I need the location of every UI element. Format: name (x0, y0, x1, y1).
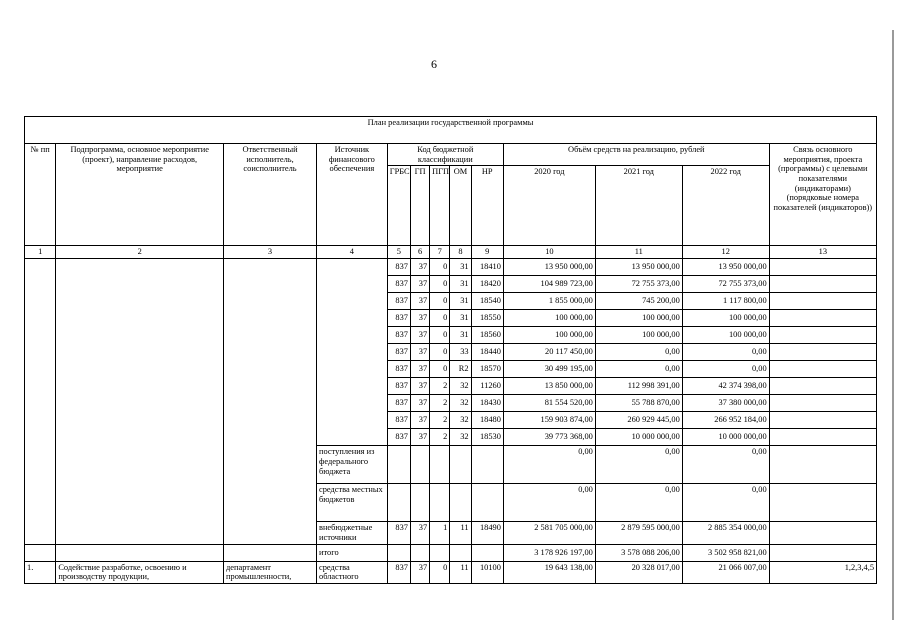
group-responsible-cell (224, 544, 317, 561)
code-om: 31 (450, 259, 471, 276)
code-grbs (387, 484, 410, 522)
link-cell (769, 361, 876, 378)
amount-y2020: 0,00 (503, 446, 595, 484)
amount-y2020: 104 989 723,00 (503, 276, 595, 293)
amount-y2020: 100 000,00 (503, 327, 595, 344)
amount-y2022: 13 950 000,00 (682, 259, 769, 276)
amount-y2021: 2 879 595 000,00 (595, 522, 682, 544)
amount-y2020: 39 773 368,00 (503, 429, 595, 446)
code-np: 18530 (471, 429, 503, 446)
amount-y2021: 55 788 870,00 (595, 395, 682, 412)
program-plan-table (24, 116, 877, 584)
code-grbs: 837 (387, 310, 410, 327)
column-numbers-row (25, 246, 877, 259)
amount-y2022: 72 755 373,00 (682, 276, 769, 293)
header-np: НР (471, 166, 503, 246)
code-om: 31 (450, 327, 471, 344)
total-y2021: 3 578 088 206,00 (595, 544, 682, 561)
header-year-2021: 2021 год (595, 166, 682, 246)
link-cell (769, 327, 876, 344)
code-pgp (430, 446, 450, 484)
table-title: План реализации государственной программы (25, 117, 877, 144)
link-cell (769, 522, 876, 544)
link-cell (769, 429, 876, 446)
code-pgp: 1 (430, 522, 450, 544)
code-np: 18420 (471, 276, 503, 293)
code-grbs: 837 (387, 259, 410, 276)
link-cell (769, 293, 876, 310)
code-om: 33 (450, 344, 471, 361)
amount-y2020: 20 117 450,00 (503, 344, 595, 361)
source-label: внебюджетные источники (317, 522, 388, 544)
code-gp: 37 (410, 522, 429, 544)
amount-y2022: 266 952 184,00 (682, 412, 769, 429)
col-number: 5 (387, 246, 410, 259)
code-np: 18410 (471, 259, 503, 276)
code-gp (410, 446, 429, 484)
amount-y2021: 0,00 (595, 484, 682, 522)
amount-y2022: 21 066 007,00 (682, 561, 769, 583)
total-label: итого (317, 544, 388, 561)
amount-y2020: 0,00 (503, 484, 595, 522)
amount-y2022: 37 380 000,00 (682, 395, 769, 412)
link-cell (769, 378, 876, 395)
code-om: 31 (450, 310, 471, 327)
col-number: 10 (503, 246, 595, 259)
code-grbs: 837 (387, 293, 410, 310)
group-program-cell (56, 544, 224, 561)
header-program: Подпрограмма, основное мероприятие (проект), направление расходов, мероприятие (56, 144, 224, 246)
col-number: 2 (56, 246, 224, 259)
code-grbs: 837 (387, 412, 410, 429)
link-cell (769, 395, 876, 412)
link-cell (769, 484, 876, 522)
amount-y2021: 100 000,00 (595, 327, 682, 344)
code-pgp (430, 484, 450, 522)
header-source: Источник финансового обеспечения (317, 144, 388, 246)
row-num: 1. (25, 561, 56, 583)
amount-y2020: 81 554 520,00 (503, 395, 595, 412)
col-number: 8 (450, 246, 471, 259)
code-om: 31 (450, 276, 471, 293)
page-edge-line (892, 30, 894, 620)
code-gp: 37 (410, 412, 429, 429)
code-om: 11 (450, 561, 471, 583)
code-pgp: 2 (430, 429, 450, 446)
col-number: 13 (769, 246, 876, 259)
code-grbs: 837 (387, 378, 410, 395)
code-pgp: 0 (430, 276, 450, 293)
code-grbs: 837 (387, 361, 410, 378)
code-gp: 37 (410, 395, 429, 412)
amount-y2022: 10 000 000,00 (682, 429, 769, 446)
code-np: 18550 (471, 310, 503, 327)
col-number: 11 (595, 246, 682, 259)
link-cell (769, 412, 876, 429)
header-responsible: Ответственный исполнитель, соисполнитель (224, 144, 317, 246)
row-link: 1,2,3,4,5 (769, 561, 876, 583)
code-pgp: 2 (430, 395, 450, 412)
row-responsible: департамент промышленности, (224, 561, 317, 583)
amount-y2022: 42 374 398,00 (682, 378, 769, 395)
code-pgp: 0 (430, 361, 450, 378)
code-np: 18540 (471, 293, 503, 310)
code-pgp (430, 544, 450, 561)
amount-y2020: 13 950 000,00 (503, 259, 595, 276)
header-gp: ГП (410, 166, 429, 246)
col-number: 6 (410, 246, 429, 259)
code-pgp: 2 (430, 412, 450, 429)
code-grbs (387, 446, 410, 484)
code-np: 18430 (471, 395, 503, 412)
amount-y2022: 1 117 800,00 (682, 293, 769, 310)
group-num-cell (25, 544, 56, 561)
code-om: R2 (450, 361, 471, 378)
amount-y2022: 0,00 (682, 344, 769, 361)
code-np: 18560 (471, 327, 503, 344)
col-number: 1 (25, 246, 56, 259)
code-np (471, 446, 503, 484)
amount-y2021: 0,00 (595, 344, 682, 361)
code-pgp: 0 (430, 344, 450, 361)
col-number: 3 (224, 246, 317, 259)
amount-y2021: 745 200,00 (595, 293, 682, 310)
col-number: 7 (430, 246, 450, 259)
total-y2022: 3 502 958 821,00 (682, 544, 769, 561)
code-pgp: 0 (430, 293, 450, 310)
code-gp: 37 (410, 259, 429, 276)
amount-y2022: 0,00 (682, 361, 769, 378)
amount-y2020: 19 643 138,00 (503, 561, 595, 583)
code-om: 32 (450, 395, 471, 412)
code-gp: 37 (410, 327, 429, 344)
amount-y2022: 2 885 354 000,00 (682, 522, 769, 544)
group-responsible-cell (224, 259, 317, 544)
code-gp (410, 544, 429, 561)
link-cell (769, 544, 876, 561)
code-gp: 37 (410, 378, 429, 395)
header-grbs: ГРБС (387, 166, 410, 246)
code-np (471, 544, 503, 561)
header-year-2020: 2020 год (503, 166, 595, 246)
code-gp: 37 (410, 561, 429, 583)
col-number: 9 (471, 246, 503, 259)
code-pgp: 0 (430, 259, 450, 276)
link-cell (769, 446, 876, 484)
amount-y2022: 100 000,00 (682, 310, 769, 327)
page-number: 6 (431, 57, 437, 71)
code-np (471, 484, 503, 522)
code-pgp: 0 (430, 561, 450, 583)
col-number: 12 (682, 246, 769, 259)
code-gp: 37 (410, 310, 429, 327)
link-cell (769, 276, 876, 293)
code-om (450, 484, 471, 522)
link-cell (769, 259, 876, 276)
header-pgp: ПГП (430, 166, 450, 246)
header-link: Связь основного мероприятия, проекта (программы) с целевыми показателями (индикаторами) (порядковые номера показателей (индикаторов)) (769, 144, 876, 246)
code-np: 10100 (471, 561, 503, 583)
amount-y2021: 112 998 391,00 (595, 378, 682, 395)
code-gp: 37 (410, 344, 429, 361)
amount-y2020: 2 581 705 000,00 (503, 522, 595, 544)
amount-y2020: 30 499 195,00 (503, 361, 595, 378)
amount-y2021: 20 328 017,00 (595, 561, 682, 583)
source-label: средства местных бюджетов (317, 484, 388, 522)
amount-y2021: 0,00 (595, 361, 682, 378)
code-grbs: 837 (387, 561, 410, 583)
col-number: 4 (317, 246, 388, 259)
code-om (450, 544, 471, 561)
code-om: 11 (450, 522, 471, 544)
code-np: 18440 (471, 344, 503, 361)
code-gp: 37 (410, 429, 429, 446)
amount-y2022: 0,00 (682, 484, 769, 522)
code-om: 32 (450, 429, 471, 446)
code-grbs (387, 544, 410, 561)
code-pgp: 2 (430, 378, 450, 395)
header-om: ОМ (450, 166, 471, 246)
amount-y2021: 260 929 445,00 (595, 412, 682, 429)
link-cell (769, 344, 876, 361)
code-gp: 37 (410, 293, 429, 310)
group-source-cell (317, 259, 388, 446)
code-pgp: 0 (430, 310, 450, 327)
amount-y2020: 159 903 874,00 (503, 412, 595, 429)
row-program: Содействие разработке, освоению и производству продукции, (56, 561, 224, 583)
header-num: № пп (25, 144, 56, 246)
amount-y2021: 13 950 000,00 (595, 259, 682, 276)
code-om (450, 446, 471, 484)
amount-y2020: 13 850 000,00 (503, 378, 595, 395)
code-om: 32 (450, 412, 471, 429)
group-program-cell (56, 259, 224, 544)
source-label: поступления из федерального бюджета (317, 446, 388, 484)
code-np: 18490 (471, 522, 503, 544)
table-row-1 (25, 561, 877, 583)
code-pgp: 0 (430, 327, 450, 344)
header-volume: Объём средств на реализацию, рублей (503, 144, 769, 166)
code-gp: 37 (410, 361, 429, 378)
code-gp (410, 484, 429, 522)
header-year-2022: 2022 год (682, 166, 769, 246)
code-grbs: 837 (387, 344, 410, 361)
code-grbs: 837 (387, 522, 410, 544)
row-source: средства областного (317, 561, 388, 583)
amount-y2021: 72 755 373,00 (595, 276, 682, 293)
code-grbs: 837 (387, 395, 410, 412)
code-np: 18570 (471, 361, 503, 378)
code-om: 31 (450, 293, 471, 310)
link-cell (769, 310, 876, 327)
code-gp: 37 (410, 276, 429, 293)
amount-y2020: 1 855 000,00 (503, 293, 595, 310)
code-np: 11260 (471, 378, 503, 395)
amount-y2020: 100 000,00 (503, 310, 595, 327)
code-grbs: 837 (387, 276, 410, 293)
amount-y2021: 10 000 000,00 (595, 429, 682, 446)
table-row (25, 259, 877, 276)
code-om: 32 (450, 378, 471, 395)
code-grbs: 837 (387, 429, 410, 446)
amount-y2021: 100 000,00 (595, 310, 682, 327)
code-grbs: 837 (387, 327, 410, 344)
table-row-total (25, 544, 877, 561)
total-y2020: 3 178 926 197,00 (503, 544, 595, 561)
header-budget-code: Код бюджетной классификации (387, 144, 503, 166)
amount-y2022: 100 000,00 (682, 327, 769, 344)
group-num-cell (25, 259, 56, 544)
code-np: 18480 (471, 412, 503, 429)
amount-y2022: 0,00 (682, 446, 769, 484)
amount-y2021: 0,00 (595, 446, 682, 484)
